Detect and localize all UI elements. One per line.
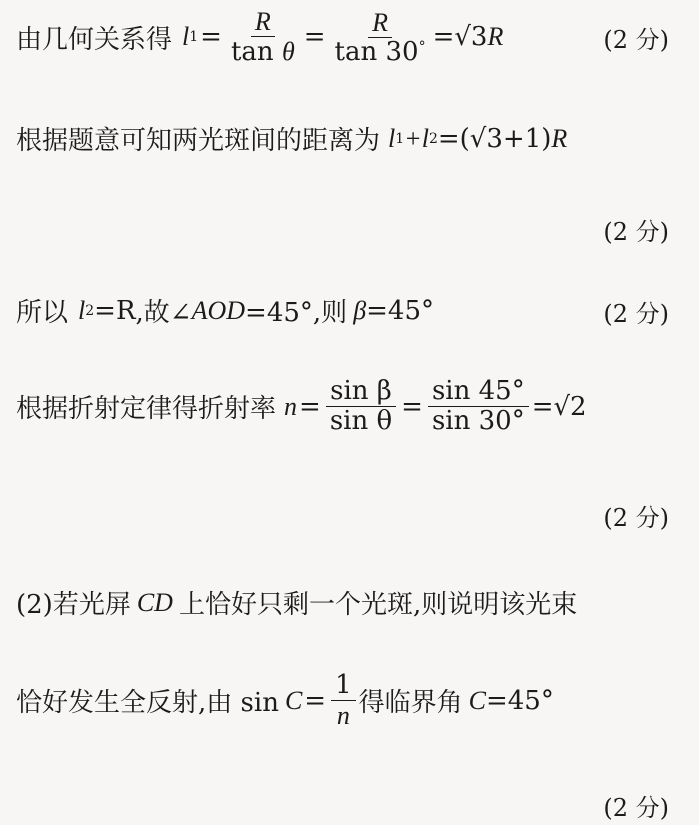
line3-sub: 2 (85, 302, 95, 319)
line4-text: 根据折射定律得折射率 (16, 394, 277, 425)
line3-rest2: =45°,则 (245, 298, 348, 328)
line6-eq: = (304, 685, 327, 716)
fraction-5 (331, 672, 356, 730)
line4-eq-2: = (401, 391, 423, 422)
frac1-num: R (251, 8, 275, 37)
frac2-den: tan 30 (334, 36, 419, 67)
line1-eq-2: = (303, 22, 326, 53)
line4-n: n (284, 391, 298, 421)
line5-rest: 上恰好只剩一个光斑,则说明该光束 (178, 590, 578, 620)
frac5-den: n (336, 701, 350, 731)
score-6: (2 分) (603, 794, 669, 822)
line2-R: R (551, 123, 568, 153)
frac2-deg: ° (418, 38, 426, 55)
score-1: (2 分) (603, 26, 669, 54)
line1-eq: = (200, 22, 222, 53)
fraction-3 (326, 378, 396, 436)
line3-l: l (78, 295, 86, 325)
line1-text: 由几何关系得 (16, 24, 173, 55)
line3-AOD: AOD (191, 295, 246, 325)
line2-l1: l (388, 123, 396, 153)
line3-beta: β (353, 295, 367, 325)
frac4-num: sin 45° (428, 378, 529, 407)
line-6 (16, 672, 554, 730)
fraction-4 (428, 378, 529, 436)
frac5-num: 1 (331, 672, 356, 701)
line-2 (16, 120, 567, 157)
line5-CD: CD (136, 587, 173, 617)
line-1 (16, 8, 503, 67)
line1-sub: 1 (189, 29, 199, 46)
line3-rest3: =45° (366, 295, 435, 326)
line4-eq3: =√2 (531, 391, 587, 422)
fraction-2 (331, 9, 430, 67)
frac2-num: R (368, 9, 392, 38)
line6-C: C (284, 685, 303, 715)
score-4: (2 分) (603, 504, 669, 532)
line5-text: (2)若光屏 (16, 590, 131, 620)
score-2: (2 分) (603, 218, 669, 246)
line3-eqR: =R (94, 295, 136, 326)
line2-text: 根据题意可知两光斑间的距离为 (16, 126, 381, 156)
line6-C2: C (468, 685, 486, 715)
line6-rest: 得临界角 (358, 688, 463, 719)
line1-eq3: =√3 (432, 22, 488, 53)
line6-rest2: =45° (485, 685, 554, 716)
line6-text: 恰好发生全反射,由 sin (16, 688, 279, 719)
frac3-num: sin β (326, 378, 396, 407)
frac4-den: sin 30° (431, 406, 525, 437)
frac1-den-a: tan (230, 37, 274, 68)
line3-rest: ,故∠ (135, 298, 192, 328)
line1-R: R (487, 22, 504, 52)
frac1-den-b: θ (281, 37, 295, 67)
frac3-den: sin θ (329, 406, 393, 437)
line4-eq: = (299, 391, 321, 422)
line-3 (16, 292, 434, 329)
line-4 (16, 378, 587, 436)
line2-l2: +l (404, 123, 429, 153)
line2-sub1: 1 (395, 130, 405, 147)
fraction-1 (227, 8, 299, 67)
line2-sub2: 2 (428, 130, 438, 147)
line3-text: 所以 (16, 298, 69, 328)
score-3: (2 分) (603, 300, 669, 328)
line1-l: l (182, 22, 190, 52)
line-5 (16, 584, 577, 621)
line2-rest: =(√3+1) (437, 123, 552, 154)
